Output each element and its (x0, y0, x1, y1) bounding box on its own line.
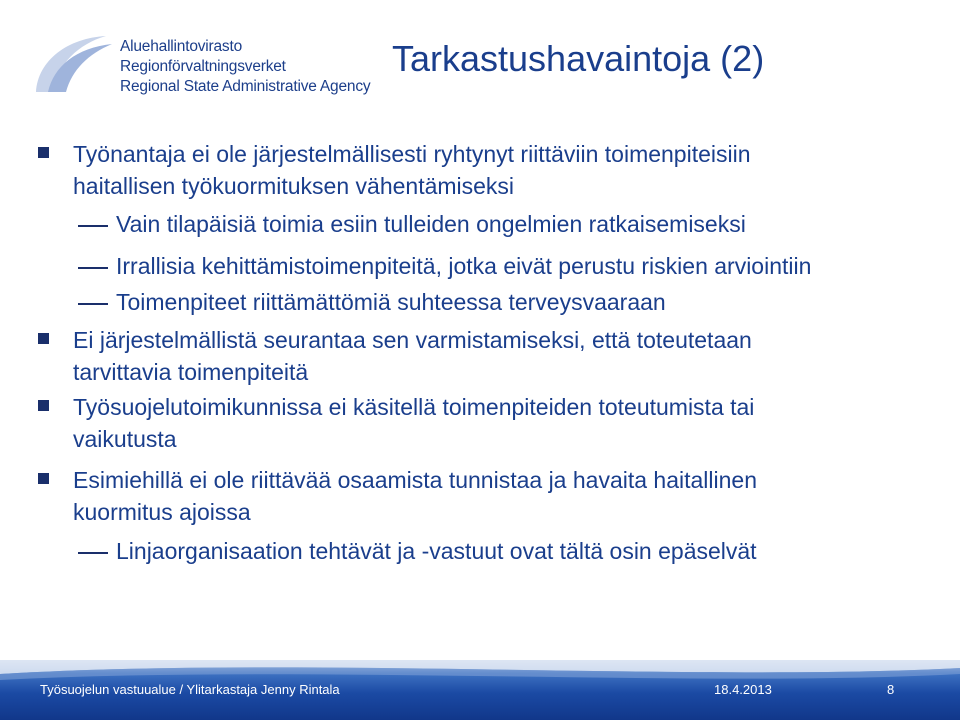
bullet-item (73, 138, 903, 202)
footer-bar (0, 660, 960, 720)
square-bullet-icon (38, 473, 49, 484)
agency-name-fi: Aluehallintovirasto (120, 38, 242, 55)
bullet-line: kuormitus ajoissa (73, 499, 251, 525)
square-bullet-icon (38, 147, 49, 158)
agency-name-sv: Regionförvaltningsverket (120, 58, 286, 75)
sub-bullet-item: Vain tilapäisiä toimia esiin tulleiden ongelmien ratkaisemiseksi (116, 211, 746, 237)
bullet-line: Ei järjestelmällistä seurantaa sen varmistamiseksi, että toteutetaan (73, 327, 752, 353)
sub-bullet-item: Irrallisia kehittämistoimenpiteitä, jotka eivät perustu riskien arviointiin (116, 253, 812, 279)
sub-bullet-item: Linjaorganisaation tehtävät ja -vastuut ovat tältä osin epäselvät (116, 538, 757, 564)
bullet-item (73, 391, 903, 455)
bullet-line: Esimiehillä ei ole riittävää osaamista tunnistaa ja havaita haitallinen (73, 467, 757, 493)
square-bullet-icon (38, 400, 49, 411)
sub-bullet-item: Toimenpiteet riittämättömiä suhteessa terveysvaaraan (116, 289, 666, 315)
footer-date: 18.4.2013 (714, 682, 772, 697)
dash-bullet-icon (78, 225, 108, 227)
bullet-line: tarvittavia toimenpiteitä (73, 359, 309, 385)
dash-bullet-icon (78, 267, 108, 269)
bullet-line: Työnantaja ei ole järjestelmällisesti ryhtynyt riittäviin toimenpiteisiin (73, 141, 751, 167)
square-bullet-icon (38, 333, 49, 344)
bullet-line: Työsuojelutoimikunnissa ei käsitellä toimenpiteiden toteutumista tai (73, 394, 755, 420)
agency-name-en: Regional State Administrative Agency (120, 78, 371, 95)
slide-title: Tarkastushavaintoja (2) (392, 38, 765, 79)
bullet-line: vaikutusta (73, 426, 177, 452)
dash-bullet-icon (78, 552, 108, 554)
bullet-item (73, 464, 903, 528)
bullet-item (73, 324, 903, 388)
footer-presenter: Työsuojelun vastuualue / Ylitarkastaja Jenny Rintala (40, 682, 340, 697)
dash-bullet-icon (78, 303, 108, 305)
page-number: 8 (887, 682, 895, 697)
bullet-line: haitallisen työkuormituksen vähentämiseksi (73, 173, 515, 199)
